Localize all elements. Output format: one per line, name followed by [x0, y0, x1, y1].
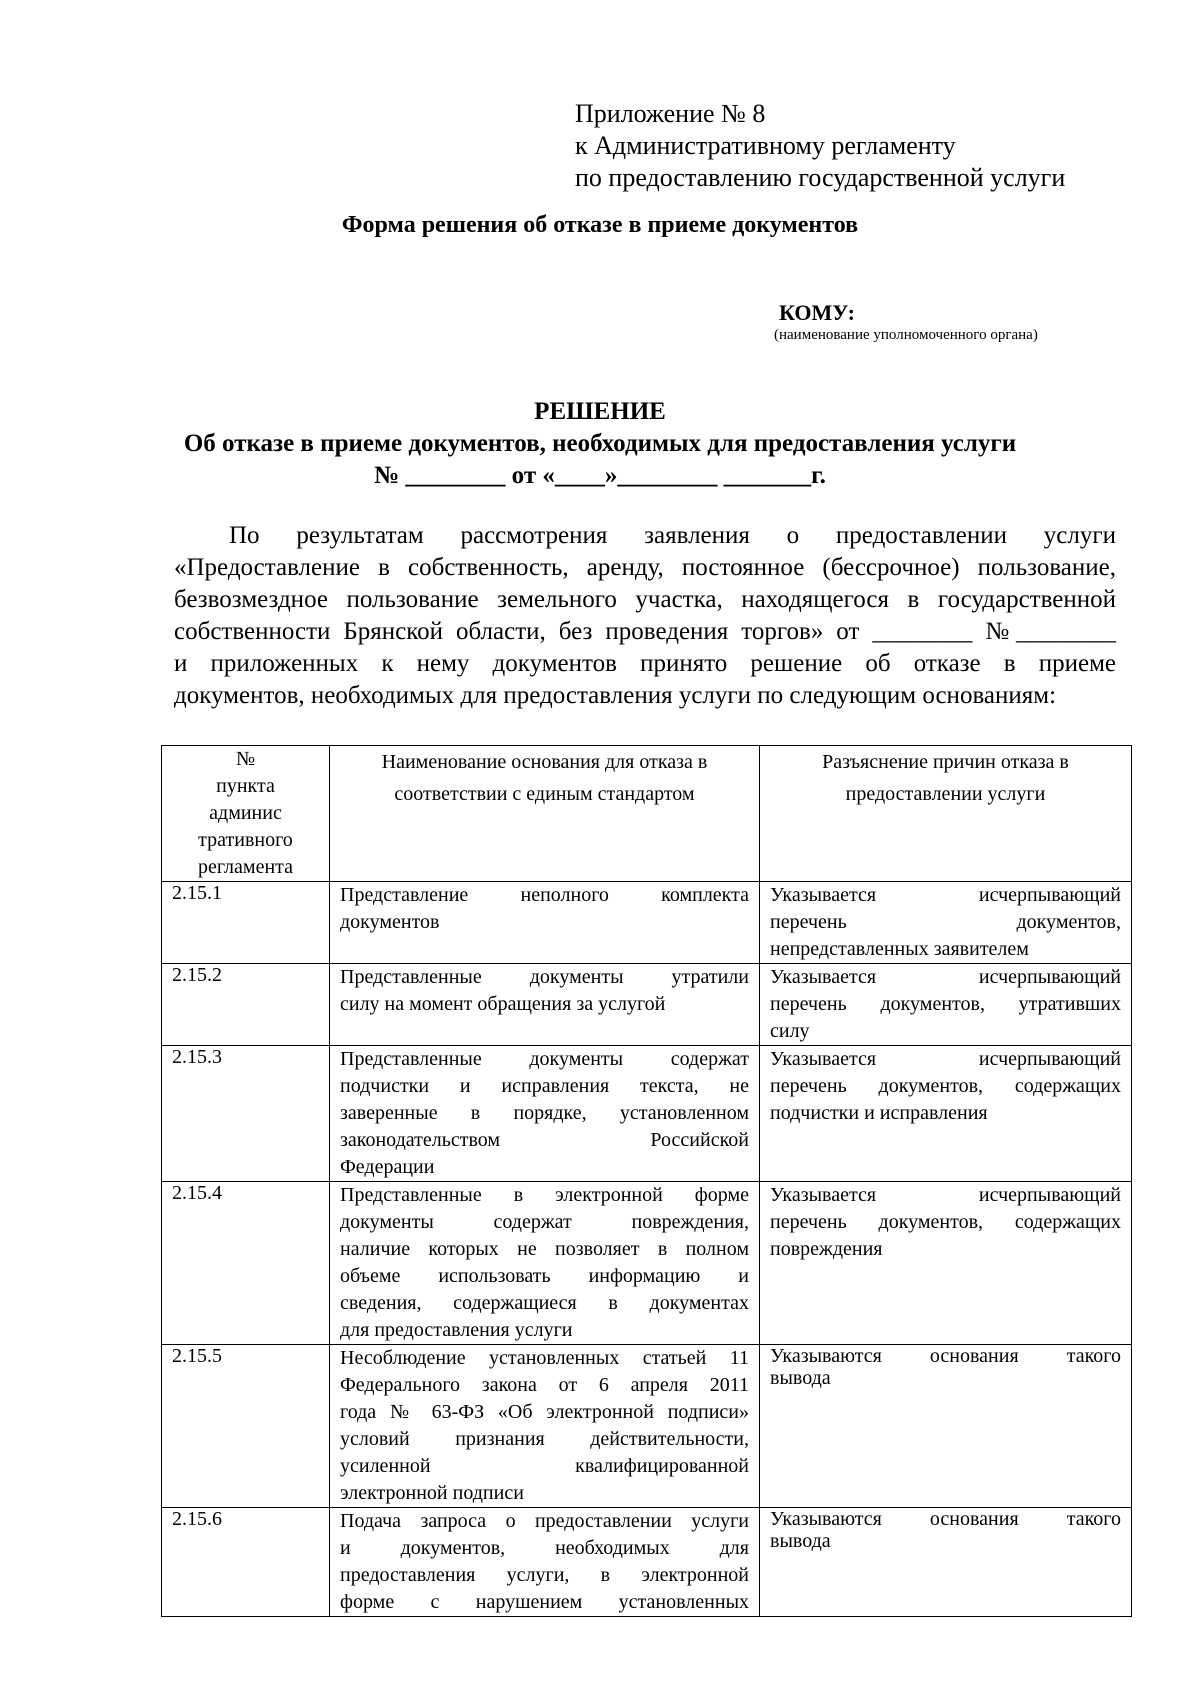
- decision-title: РЕШЕНИЕ: [534, 398, 666, 425]
- cell-line: Федерации: [340, 1156, 435, 1178]
- row-explanation: [760, 1345, 1132, 1508]
- paragraph-line: «Предоставление в собственность, аренду, постоянное (бессрочное) пользование,: [174, 554, 1116, 581]
- row-ground-name: [330, 1508, 760, 1617]
- cell-line: перечень документов, содержащих: [770, 1075, 1121, 1097]
- cell-line: документов: [340, 911, 440, 933]
- paragraph-line: и приложенных к нему документов принято решение об отказе в приеме: [174, 650, 1116, 677]
- cell-line: непредставленных заявителем: [770, 938, 1029, 960]
- table-row: [162, 882, 1132, 964]
- cell-line: перечень документов, содержащих: [770, 1211, 1121, 1233]
- table-row: [162, 1345, 1132, 1508]
- header-text: пункта: [216, 775, 275, 797]
- decision-paragraph: [174, 520, 1116, 712]
- paragraph-line: По результатам рассмотрения заявления о предоставлении услуги: [229, 522, 1116, 549]
- cell-line: Представление неполного комплекта: [340, 884, 749, 906]
- row-clause-number: 2.15.4: [162, 1182, 330, 1345]
- row-explanation: [760, 1508, 1132, 1617]
- header-text: соответствии с единым стандартом: [394, 783, 695, 805]
- cell-line: года № 63-ФЗ «Об электронной подписи»: [340, 1401, 749, 1423]
- row-explanation: [760, 1182, 1132, 1345]
- row-ground-name: [330, 1046, 760, 1182]
- cell-line: силу на момент обращения за услугой: [340, 993, 666, 1015]
- header-text: тративного: [198, 829, 293, 851]
- cell-line: электронной подписи: [340, 1482, 524, 1504]
- table-row: [162, 1508, 1132, 1617]
- cell-line: заверенные в порядке, установленном: [340, 1102, 749, 1124]
- cell-line: перечень документов, утративших: [770, 993, 1121, 1015]
- cell-line: Представленные в электронной форме: [340, 1184, 749, 1206]
- paragraph-line: документов, необходимых для предоставления услуги по следующим основаниям:: [174, 682, 1057, 709]
- row-clause-number: 2.15.2: [162, 964, 330, 1046]
- cell-line: Указываются основания такого: [770, 1345, 1121, 1367]
- table-header-row: [162, 746, 1132, 882]
- paragraph-line: безвозмездное пользование земельного участка, находящегося в государственной: [174, 586, 1116, 613]
- cell-line: Указывается исчерпывающий: [770, 1184, 1121, 1206]
- header-text: предоставлении услуги: [845, 783, 1046, 805]
- paragraph-line: собственности Брянской области, без проведения торгов» от ________ №________: [174, 618, 1116, 645]
- cell-line: Подача запроса о предоставлении услуги: [340, 1510, 749, 1532]
- cell-line: Федерального закона от 6 апреля 2011: [340, 1374, 749, 1396]
- cell-line: Представленные документы утратили: [340, 966, 749, 988]
- header-text: админис: [209, 802, 282, 824]
- header-text: регламента: [197, 856, 294, 878]
- appendix-line-1: Приложение № 8: [575, 99, 766, 128]
- header-clause-number: [162, 746, 330, 882]
- row-ground-name: [330, 964, 760, 1046]
- cell-line: документы содержат повреждения,: [340, 1211, 749, 1233]
- cell-line: объеме использовать информацию и: [340, 1265, 749, 1287]
- cell-line: Несоблюдение установленных статьей 11: [340, 1347, 749, 1369]
- addressee-label: КОМУ:: [779, 300, 855, 325]
- cell-line: вывода: [770, 1367, 831, 1389]
- decision-subtitle: Об отказе в приеме документов, необходимых для предоставления услуги: [183, 430, 1017, 457]
- cell-line: Указывается исчерпывающий: [770, 884, 1121, 906]
- row-ground-name: [330, 1182, 760, 1345]
- cell-line: условий признания действительности,: [340, 1428, 749, 1450]
- cell-line: усиленной квалифицированной: [340, 1455, 749, 1477]
- refusal-grounds-table: [161, 745, 1132, 1617]
- cell-line: форме с нарушением установленных: [340, 1591, 749, 1613]
- table-row: [162, 1046, 1132, 1182]
- cell-line: силу: [770, 1020, 810, 1042]
- row-clause-number: 2.15.3: [162, 1046, 330, 1182]
- header-text: Разъяснение причин отказа в: [822, 751, 1069, 773]
- decision-number-line: № ________ от «____»________ _______г.: [374, 462, 826, 489]
- cell-line: наличие которых не позволяет в полном: [340, 1238, 749, 1260]
- row-ground-name: [330, 1345, 760, 1508]
- appendix-line-3: по предоставлению государственной услуги: [575, 163, 1066, 192]
- row-explanation: [760, 964, 1132, 1046]
- cell-line: Указывается исчерпывающий: [770, 966, 1121, 988]
- addressee-note: (наименование уполномоченного органа): [774, 327, 1038, 343]
- table-row: [162, 1182, 1132, 1345]
- form-title: Форма решения об отказе в приеме документов: [341, 212, 859, 238]
- row-clause-number: 2.15.6: [162, 1508, 330, 1617]
- cell-line: предоставления услуги, в электронной: [340, 1564, 749, 1586]
- cell-line: для предоставления услуги: [340, 1319, 573, 1341]
- header-ground-name: [330, 746, 760, 882]
- appendix-line-2: к Административному регламенту: [575, 131, 956, 160]
- row-explanation: [760, 1046, 1132, 1182]
- header-text: Наименование основания для отказа в: [381, 751, 708, 773]
- cell-line: Указывается исчерпывающий: [770, 1048, 1121, 1070]
- cell-line: сведения, содержащиеся в документах: [340, 1292, 749, 1314]
- cell-line: и документов, необходимых для: [340, 1537, 749, 1559]
- header-explanation: [760, 746, 1132, 882]
- cell-line: вывода: [770, 1530, 831, 1552]
- cell-line: Представленные документы содержат: [340, 1048, 749, 1070]
- row-clause-number: 2.15.1: [162, 882, 330, 964]
- row-clause-number: 2.15.5: [162, 1345, 330, 1508]
- appendix-header: [575, 98, 1065, 194]
- cell-line: Указываются основания такого: [770, 1508, 1121, 1530]
- row-explanation: [760, 882, 1132, 964]
- cell-line: законодательством Российской: [340, 1129, 749, 1151]
- cell-line: повреждения: [770, 1238, 883, 1260]
- cell-line: подчистки и исправления: [770, 1102, 988, 1124]
- header-text: №: [235, 748, 256, 770]
- row-ground-name: [330, 882, 760, 964]
- table-row: [162, 964, 1132, 1046]
- cell-line: подчистки и исправления текста, не: [340, 1075, 749, 1097]
- cell-line: перечень документов,: [770, 911, 1121, 933]
